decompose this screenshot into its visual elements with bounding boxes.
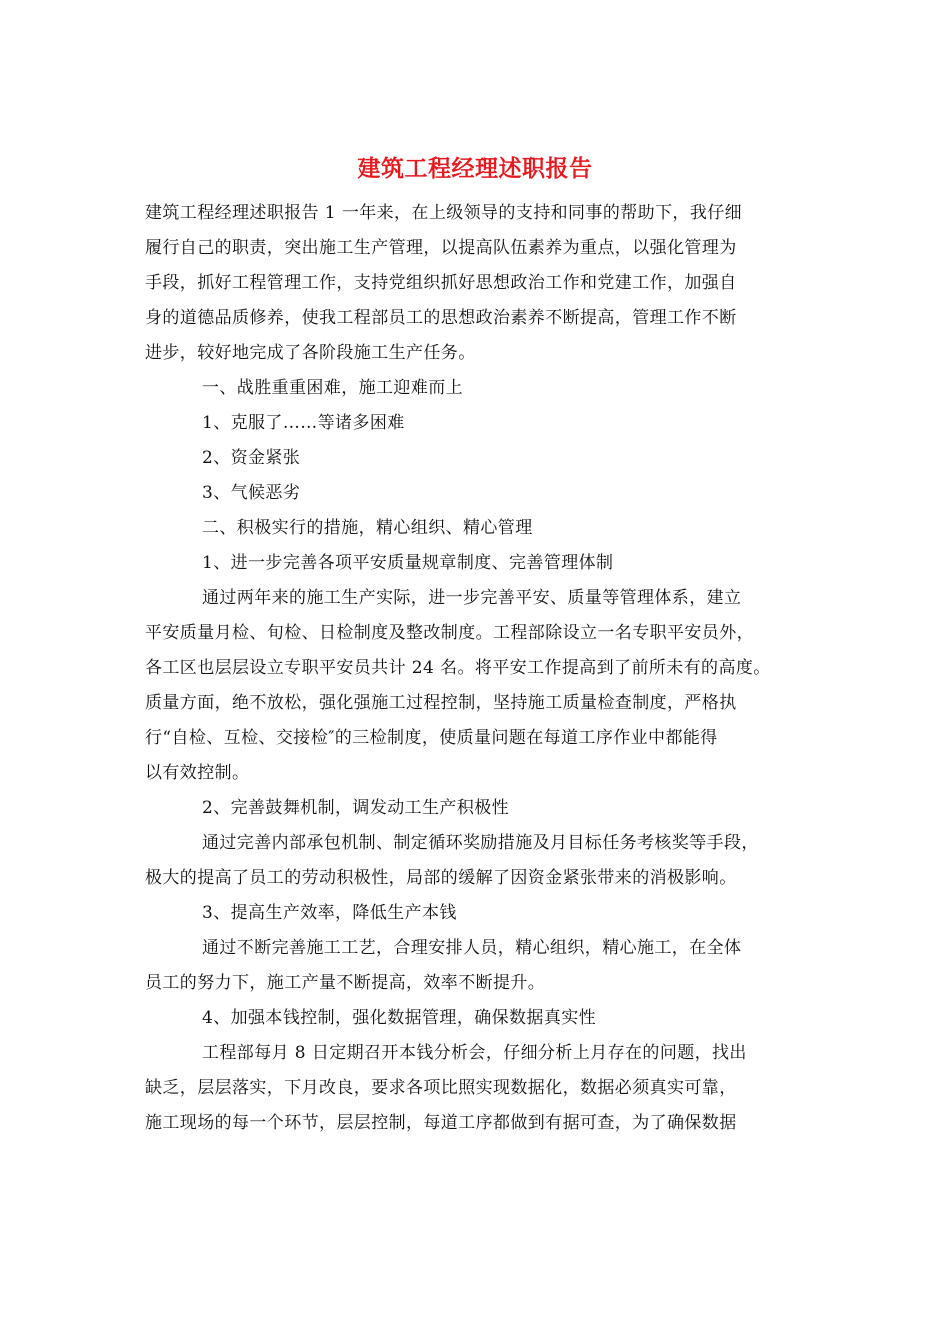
text-line: 身的道德品质修养，使我工程部员工的思想政治素养不断提高，管理工作不断 bbox=[145, 308, 737, 328]
text-line: 2、资金紧张 bbox=[202, 448, 301, 468]
text-line: 二、积极实行的措施，精心组织、精心管理 bbox=[202, 518, 533, 538]
document-body bbox=[145, 196, 825, 1141]
text-line: 通过不断完善施工工艺，合理安排人员，精心组织，精心施工，在全体 bbox=[202, 938, 742, 958]
text-line: 行“自检、互检、交接检″的三检制度，使质量问题在每道工序作业中都能得 bbox=[145, 728, 718, 748]
text-line: 通过完善内部承包机制、制定循环奖励措施及月目标任务考核奖等手段， bbox=[202, 833, 759, 853]
text-line: 3、提高生产效率，降低生产本钱 bbox=[202, 903, 457, 923]
text-line: 4、加强本钱控制，强化数据管理，确保数据真实性 bbox=[202, 1008, 597, 1028]
text-line: 一、战胜重重困难，施工迎难而上 bbox=[202, 378, 463, 398]
text-line: 3、气候恶劣 bbox=[202, 483, 301, 503]
text-line: 通过两年来的施工生产实际，进一步完善平安、质量等管理体系，建立 bbox=[202, 588, 742, 608]
text-line: 平安质量月检、旬检、日检制度及整改制度。工程部除设立一名专职平安员外， bbox=[145, 623, 754, 643]
text-line: 进步，较好地完成了各阶段施工生产任务。 bbox=[145, 343, 476, 363]
text-line: 建筑工程经理述职报告 1 一年来，在上级领导的支持和同事的帮助下，我仔细 bbox=[145, 203, 743, 223]
text-line: 1、进一步完善各项平安质量规章制度、完善管理体制 bbox=[202, 553, 614, 573]
text-line: 质量方面，绝不放松，强化强施工过程控制，坚持施工质量检查制度，严格执 bbox=[145, 693, 737, 713]
text-line: 员工的努力下，施工产量不断提高，效率不断提升。 bbox=[145, 973, 546, 993]
text-line: 1、克服了……等诸多困难 bbox=[202, 413, 405, 433]
text-line: 2、完善鼓舞机制，调发动工生产积极性 bbox=[202, 798, 510, 818]
text-line: 手段，抓好工程管理工作，支持党组织抓好思想政治工作和党建工作，加强自 bbox=[145, 273, 737, 293]
text-line: 以有效控制。 bbox=[145, 763, 250, 783]
text-line: 极大的提高了员工的劳动积极性，局部的缓解了因资金紧张带来的消极影响。 bbox=[145, 868, 737, 888]
document-title: 建筑工程经理述职报告 bbox=[357, 156, 593, 182]
text-line: 履行自己的职责，突出施工生产管理，以提高队伍素养为重点，以强化管理为 bbox=[145, 238, 737, 258]
text-line: 施工现场的每一个环节，层层控制，每道工序都做到有据可查，为了确保数据 bbox=[145, 1113, 737, 1133]
text-line: 缺乏，层层落实，下月改良，要求各项比照实现数据化，数据必须真实可靠， bbox=[145, 1078, 737, 1098]
text-line: 各工区也层层设立专职平安员共计 24 名。将平安工作提高到了前所未有的高度。 bbox=[145, 658, 771, 678]
text-line: 工程部每月 8 日定期召开本钱分析会，仔细分析上月存在的问题，找出 bbox=[202, 1043, 747, 1063]
